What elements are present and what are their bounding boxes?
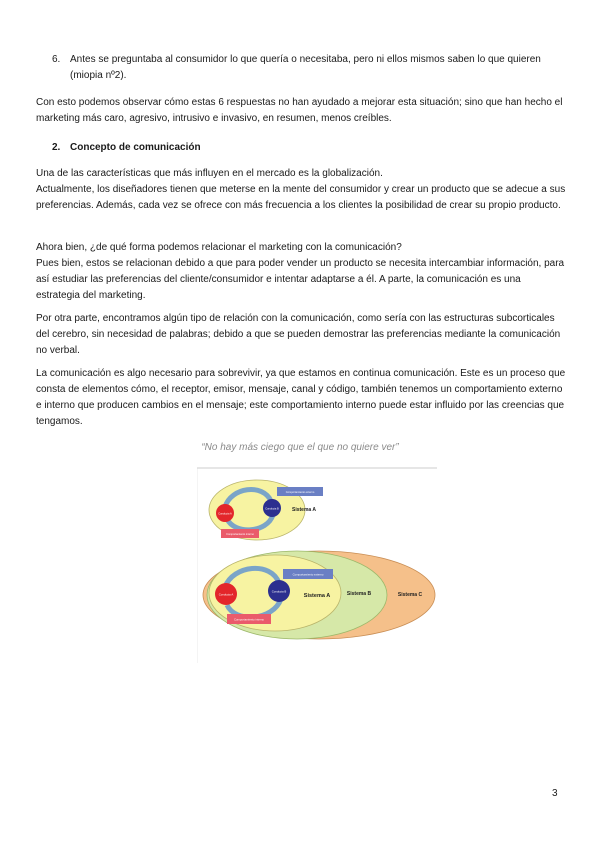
list-item-6 bbox=[52, 52, 552, 84]
section-heading-number: 2. bbox=[52, 142, 61, 153]
top-diagram bbox=[209, 480, 323, 540]
paragraph-globalization-line2: Actualmente, los diseñadores tienen que meterse en la mente del consumidor y crear un producto que se adecue a sus preferencias. Además, cada vez se ofrece con más frecuencia a los clientes la posibilidad de crear su propio producto. bbox=[36, 184, 566, 211]
paragraph-summary: Con esto podemos observar cómo estas 6 respuestas no han ayudado a mejorar esta situación; sino que han hecho el marketing más caro, agresivo, intrusivo e invasivo, en resumen, menos creíbles. bbox=[36, 97, 563, 124]
paragraph-question: Ahora bien, ¿de qué forma podemos relacionar el marketing con la comunicación? bbox=[36, 242, 402, 253]
top-note-external-label: Comportamiento externo bbox=[285, 491, 315, 494]
bottom-note-internal-label: Comportamiento interno bbox=[233, 617, 265, 622]
system-b-label: Sistema B bbox=[346, 591, 372, 597]
paragraph-globalization-line1: Una de las características que más influyen en el mercado es la globalización. bbox=[36, 168, 383, 179]
bottom-system-a-label: Sistema A bbox=[303, 593, 331, 599]
bottom-blue-node-label: Conducta B bbox=[271, 589, 287, 594]
section-heading-title: Concepto de comunicación bbox=[70, 142, 201, 153]
paragraph-marketing-communication bbox=[36, 240, 566, 304]
list-item-number: 6. bbox=[52, 54, 61, 65]
paragraph-answer: Pues bien, estos se relacionan debido a que para poder vender un producto se necesita intercambiar información, para así estudiar las preferencias del cliente/consumidor e intentar adaptarse a él. A parte, la comunicación es una estrategia del marketing. bbox=[36, 258, 565, 301]
system-c-label: Sistema C bbox=[397, 592, 423, 598]
list-item-text: Antes se preguntaba al consumidor lo que quería o necesitaba, pero ni ellos mismos saben lo que quieren (miopia nº2). bbox=[70, 54, 541, 81]
top-note-internal-label: Comportamiento interno bbox=[226, 533, 254, 536]
paragraph-communication-process: La comunicación es algo necesario para sobrevivir, ya que estamos en continua comunicación. Este es un proceso que consta de elementos cómo, el receptor, emisor, mensaje, canal y código, también tenemos un comportamiento externo e interno que producen cambios en el mensaje; este comportamiento interno puede estar influido por las creencias que tengamos. bbox=[36, 368, 566, 427]
paragraph-nonverbal: Por otra parte, encontramos algún tipo de relación con la comunicación, como sería con las estructuras subcorticales del cerebro, sin necesidad de palabras; debido a que se pueden demostrar las preferencias mediante la comunicación no verbal. bbox=[36, 313, 561, 356]
top-system-a-label: Sistema A bbox=[292, 507, 316, 513]
quote: “No hay más ciego que el que no quiere ver” bbox=[201, 442, 399, 453]
top-red-node-label: Conducta A bbox=[218, 512, 232, 516]
bottom-note-external-label: Comportamiento externo bbox=[292, 572, 324, 577]
section-heading bbox=[52, 140, 201, 156]
systems-diagram bbox=[197, 467, 437, 663]
bottom-red-node-label: Conducta A bbox=[218, 592, 234, 597]
page-number: 3 bbox=[552, 788, 558, 799]
paragraph-globalization bbox=[36, 166, 566, 214]
top-blue-node-label: Conducta B bbox=[265, 507, 279, 511]
bottom-diagram bbox=[203, 551, 435, 639]
